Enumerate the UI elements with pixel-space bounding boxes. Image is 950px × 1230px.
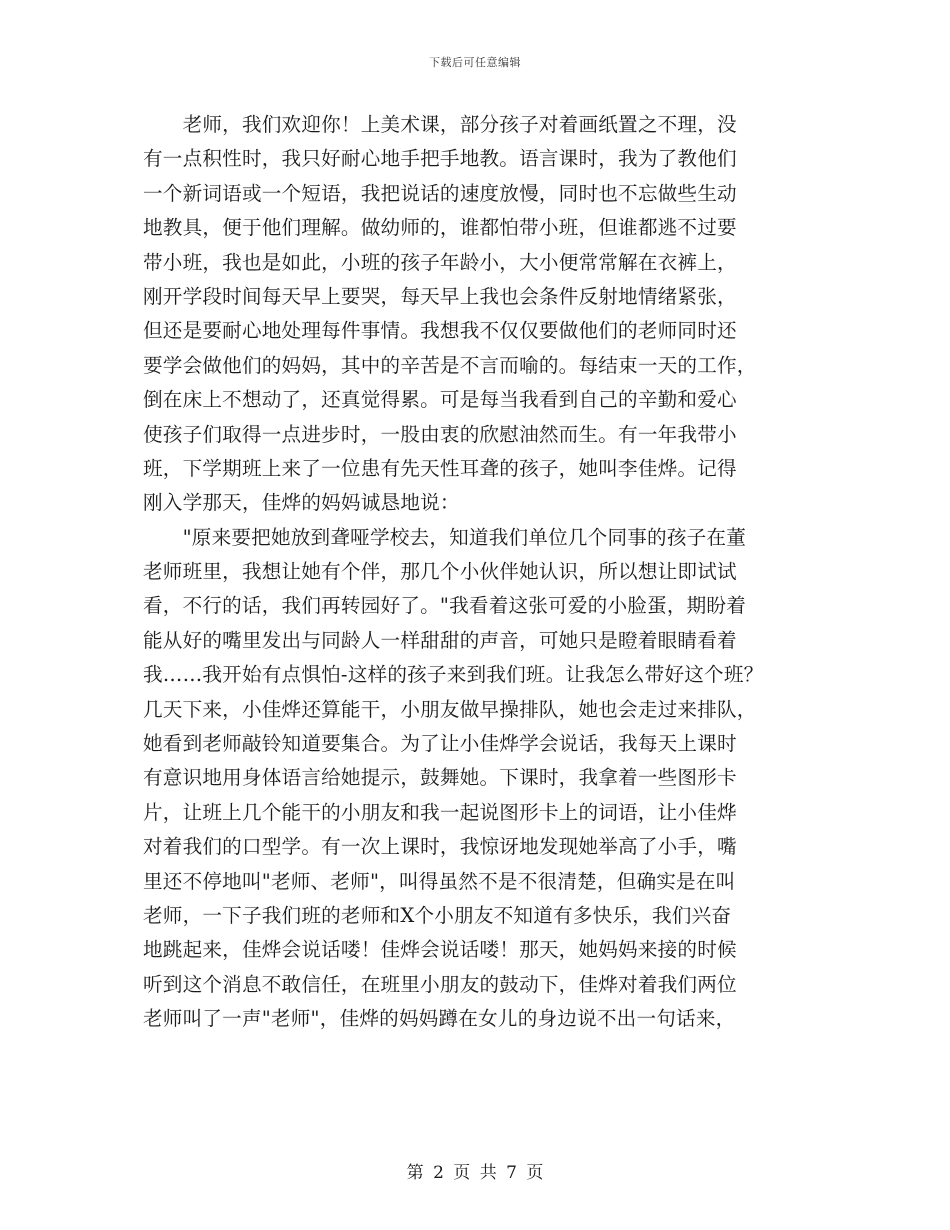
text-line: 刚入学那天，佳烨的妈妈诚恳地说：: [143, 491, 460, 515]
text-line: 看，不行的话，我们再转园好了。"我看着这张可爱的小脸蛋，期盼着: [143, 594, 747, 618]
text-line: 我……我开始有点惧怕-这样的孩子来到我们班。让我怎么带好这个班？: [143, 663, 764, 687]
text-line: 老师班里，我想让她有个伴，那几个小伙伴她认识，所以想让即试试: [143, 560, 737, 584]
text-line: 她看到老师敲铃知道要集合。为了让小佳烨学会说话，我每天上课时: [143, 732, 737, 756]
text-line: 里还不停地叫"老师、老师"，叫得虽然不是不很清楚，但确实是在叫: [143, 869, 736, 893]
text-line: 老师叫了一声"老师"，佳烨的妈妈蹲在女儿的身边说不出一句话来，: [143, 1007, 736, 1031]
text-line: 但还是要耐心地处理每件事情。我想我不仅仅要做他们的老师同时还: [143, 319, 737, 343]
text-line: 倒在床上不想动了，还真觉得累。可是每当我看到自己的辛勤和爱心: [143, 388, 737, 412]
text-line: 能从好的嘴里发出与同龄人一样甜甜的声音，可她只是瞪着眼睛看着: [143, 628, 737, 652]
text-line: "原来要把她放到聋哑学校去，知道我们单位几个同事的孩子在董: [143, 525, 747, 549]
text-line: 地教具，便于他们理解。做幼师的，谁都怕带小班，但谁都逃不过要: [143, 216, 737, 240]
text-line: 听到这个消息不敢信任，在班里小朋友的鼓动下，佳烨对着我们两位: [143, 972, 737, 996]
text-line: 老师，我们欢迎你！上美术课，部分孩子对着画纸置之不理，没: [143, 113, 737, 136]
page-header: 下载后可任意编辑: [429, 56, 521, 69]
text-line: 有意识地用身体语言给她提示，鼓舞她。下课时，我拿着一些图形卡: [143, 766, 737, 790]
text-line: 地跳起来，佳烨会说话喽！佳烨会说话喽！那天，她妈妈来接的时候: [143, 938, 737, 962]
text-line: 一个新词语或一个短语，我把说话的速度放慢，同时也不忘做些生动: [143, 181, 737, 205]
text-line: 老师，一下子我们班的老师和X个小朋友不知道有多快乐，我们兴奋: [143, 903, 732, 927]
page-number-footer: 第 2 页 共 7 页: [406, 1163, 544, 1183]
text-line: 带小班，我也是如此，小班的孩子年龄小，大小便常常解在衣裤上，: [143, 250, 737, 274]
text-line: 几天下来，小佳烨还算能干，小朋友做早操排队，她也会走过来排队，: [143, 697, 757, 721]
text-line: 对着我们的口型学。有一次上课时，我惊讶地发现她举高了小手，嘴: [143, 835, 737, 859]
text-line: 片，让班上几个能干的小朋友和我一起说图形卡上的词语，让小佳烨: [143, 800, 737, 824]
text-line: 刚开学段时间每天早上要哭，每天早上我也会条件反射地情绪紧张，: [143, 284, 737, 308]
document-body: [143, 108, 813, 1037]
text-line: 要学会做他们的妈妈，其中的辛苦是不言而喻的。每结束一天的工作，: [143, 353, 757, 377]
text-line: 使孩子们取得一点进步时，一股由衷的欣慰油然而生。有一年我带小: [143, 422, 737, 446]
text-line: 有一点积性时，我只好耐心地手把手地教。语言课时，我为了教他们: [143, 147, 737, 171]
text-line: 班，下学期班上来了一位患有先天性耳聋的孩子，她叫李佳烨。记得: [143, 456, 737, 480]
